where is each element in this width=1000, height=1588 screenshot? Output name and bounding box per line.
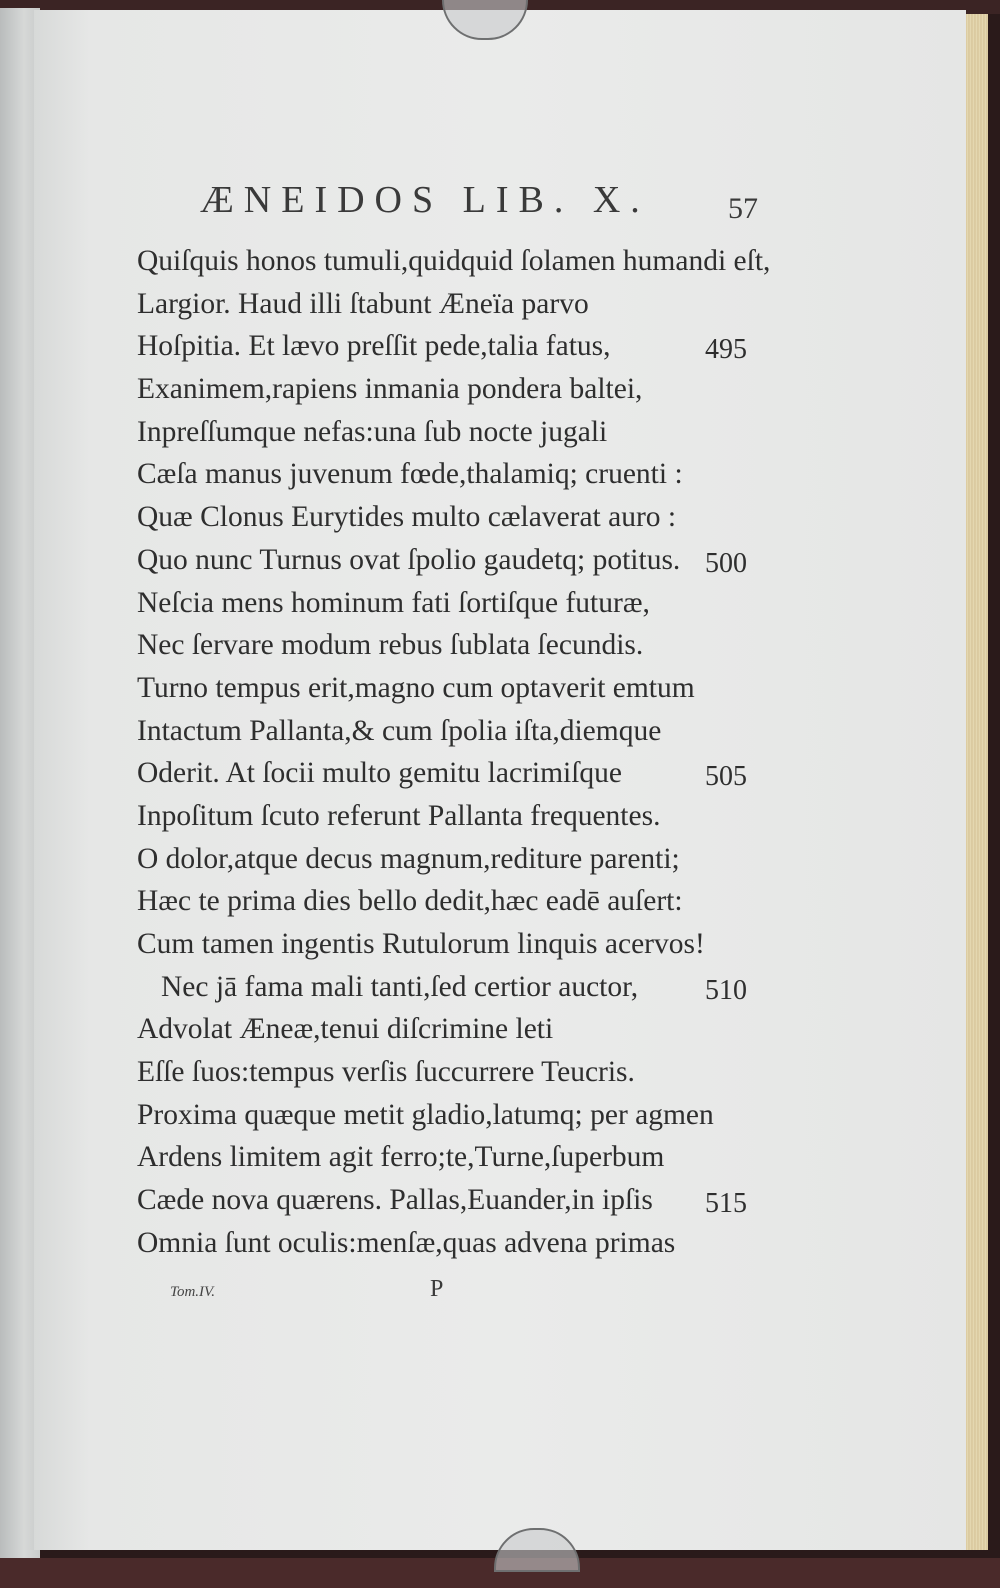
verse-text: Nec ſervare modum rebus ſublata ſecundis. [137, 629, 644, 662]
line-number: 495 [705, 334, 747, 366]
verse-block [137, 240, 817, 1265]
verse-text: Inpoſitum ſcuto referunt Pallanta frequentes. [137, 799, 661, 832]
verse-line [137, 1051, 817, 1094]
gathering-mark: P [430, 1276, 444, 1302]
line-number: 515 [705, 1188, 747, 1220]
verse-line [137, 1094, 817, 1137]
running-title: ÆNEIDOS LIB. X. [200, 179, 650, 221]
verse-text: Omnia ſunt oculis:menſæ,quas advena primas [137, 1226, 676, 1259]
verse-line [137, 539, 817, 582]
verse-line [137, 880, 817, 923]
page-block-edge [966, 14, 988, 1550]
verse-text: Quo nunc Turnus ovat ſpolio gaudetq; potitus. [137, 543, 681, 576]
verse-line [137, 1222, 817, 1265]
verse-text: Largior. Haud illi ſtabunt Æneïa parvo [137, 287, 589, 320]
verse-line [137, 838, 817, 881]
verse-text: Quæ Clonus Eurytides multo cælaverat auro : [137, 501, 677, 534]
running-header [200, 178, 760, 238]
verse-line [137, 496, 817, 539]
verse-line [137, 283, 817, 326]
verse-line [137, 453, 817, 496]
verse-line [137, 966, 817, 1009]
verse-text: Advolat Æneæ,tenui diſcrimine leti [137, 1013, 554, 1046]
verse-line [137, 752, 817, 795]
verse-text: Cum tamen ingentis Rutulorum linquis acervos! [137, 928, 705, 960]
page-number: 57 [728, 192, 758, 225]
line-number: 510 [705, 974, 747, 1006]
verse-line [137, 667, 817, 710]
line-number: 505 [705, 761, 747, 793]
verse-line [137, 240, 817, 283]
verse-line [137, 710, 817, 753]
line-number: 500 [705, 547, 747, 579]
verse-text: Hoſpitia. Et lævo preſſit pede,talia fatus, [137, 330, 611, 363]
verse-text: Eſſe ſuos:tempus verſis ſuccurrere Teucris. [137, 1056, 635, 1089]
verse-text: Intactum Pallanta,& cum ſpolia iſta,diemque [137, 714, 662, 747]
verse-line [137, 624, 817, 667]
verse-text: Cæde nova quærens. Pallas,Euander,in ipſis [137, 1184, 653, 1217]
verse-text: Oderit. At ſocii multo gemitu lacrimiſque [137, 757, 623, 790]
verse-text: Proxima quæque metit gladio,latumq; per agmen [137, 1098, 714, 1131]
verse-line [137, 325, 817, 368]
verse-line [137, 1136, 817, 1179]
verse-line [137, 368, 817, 411]
verse-line [137, 1008, 817, 1051]
verse-text: Nec jā fama mali tanti,ſed certior auctor, [161, 970, 639, 1003]
verse-line [137, 411, 817, 454]
verse-text: Ardens limitem agit ferro;te,Turne,ſuperbum [137, 1141, 665, 1174]
verse-line [137, 582, 817, 625]
verse-text: Neſcia mens hominum fati ſortiſque futuræ, [137, 586, 650, 619]
verse-text: O dolor,atque decus magnum,rediture parenti; [137, 842, 680, 875]
verse-text: Turno tempus erit,magno cum optaverit emtum [137, 671, 695, 704]
verse-line [137, 923, 817, 966]
verse-text: Hæc te prima dies bello dedit,hæc eadē auſert: [137, 885, 683, 918]
verse-text: Quiſquis honos tumuli,quidquid ſolamen humandi eſt, [137, 245, 771, 277]
verse-text: Inpreſſumque nefas:una ſub nocte jugali [137, 415, 608, 448]
verse-text: Cæſa manus juvenum fœde,thalamiq; cruenti : [137, 458, 683, 491]
signature-mark: Tom.IV. [170, 1284, 216, 1300]
verse-line [137, 1179, 817, 1222]
verse-text: Exanimem,rapiens inmania pondera baltei, [137, 373, 643, 406]
verse-line [137, 795, 817, 838]
